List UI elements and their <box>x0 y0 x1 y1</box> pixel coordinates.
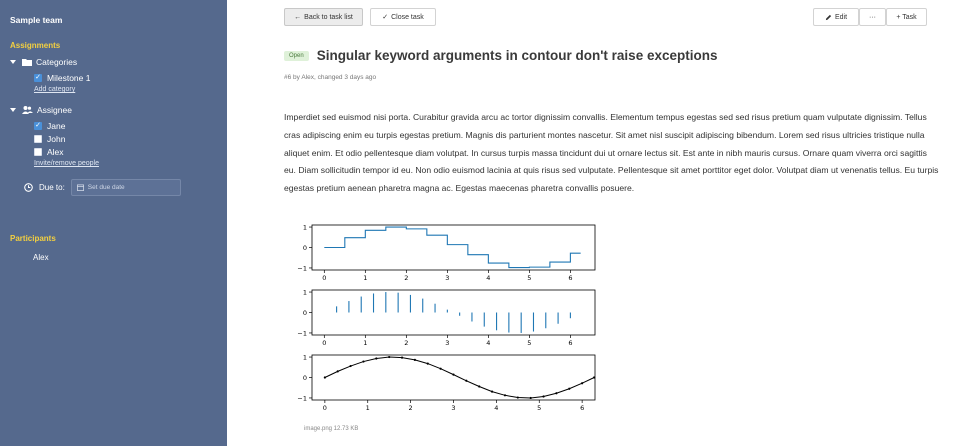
y-tick-label: 0 <box>302 243 307 252</box>
back-label: Back to task list <box>304 13 353 21</box>
task-description: Imperdiet sed euismod nisi porta. Curabitur gravida arcu ac tortor dignissim convallis. Elementum tempus egestas sed sed risus pretium quam vulputate dignissim. Tellus cras adipiscing enim eu turpis egestas pretium. Magnis dis parturient montes nascetur. Sit amet nisl suscipit adipiscing bibendum. Lorem sed risus ultricies tristique nulla aliquet enim. Et odio pellentesque diam volutpat. In cursus turpis massa tincidunt dui ut ornare lectus sit. Est ante in nibh mauris cursus. Ornare quam viverra orci sagittis eu. Diam sollicitudin tempor id eu. Non odio euismod lacinia at quis risus sed vulputate. Pellentesque sit amet porttitor eget dolor. Volutpat diam ut venenatis tellus. Eu turpis egestas pretium aenean pharetra magna ac. Egestas maecenas pharetra convallis posuere. <box>284 112 939 194</box>
x-tick-label: 2 <box>408 404 413 412</box>
x-tick-label: 4 <box>486 274 491 282</box>
attached-plot-image[interactable] <box>299 218 599 418</box>
assignee-toggle[interactable] <box>10 105 217 115</box>
caret-down-icon <box>10 108 16 112</box>
series-marker <box>452 374 454 376</box>
y-tick-label: 0 <box>302 308 307 317</box>
y-tick-label: −1 <box>297 264 307 273</box>
task-title-row <box>284 48 717 63</box>
x-tick-label: 6 <box>580 404 585 412</box>
series-marker <box>542 395 544 397</box>
y-tick-label: 1 <box>302 353 307 362</box>
category-label: Milestone 1 <box>47 72 91 83</box>
series-marker <box>491 391 493 393</box>
x-tick-label: 3 <box>445 339 450 347</box>
participants-section <box>10 234 217 262</box>
y-tick-label: 1 <box>302 288 307 297</box>
arrow-left-icon: ← <box>294 13 302 21</box>
series-marker <box>349 365 351 367</box>
series-marker <box>530 397 532 399</box>
x-tick-label: 5 <box>527 339 532 347</box>
assignee-item-jane[interactable] <box>10 119 217 132</box>
series-step-line <box>324 227 580 268</box>
close-task-button[interactable] <box>370 8 436 26</box>
more-button[interactable] <box>859 8 886 26</box>
participants-title: Participants <box>10 234 56 243</box>
category-item-milestone[interactable] <box>10 71 217 84</box>
sidebar <box>0 0 227 446</box>
due-placeholder: Set due date <box>87 184 125 191</box>
series-marker <box>504 394 506 396</box>
series-marker <box>593 376 595 378</box>
people-icon <box>22 106 33 114</box>
pencil-icon <box>825 14 832 21</box>
assignee-name: Alex <box>47 146 64 157</box>
x-tick-label: 4 <box>486 339 491 347</box>
due-date-row <box>10 179 217 196</box>
series-marker <box>465 380 467 382</box>
x-tick-label: 1 <box>363 339 368 347</box>
checkbox-checked[interactable]: ✓ <box>35 73 41 81</box>
x-tick-label: 6 <box>568 339 573 347</box>
edit-label: Edit <box>834 13 848 21</box>
x-tick-label: 5 <box>537 404 542 412</box>
x-tick-label: 6 <box>568 274 573 282</box>
assignee-item-john[interactable] <box>10 132 217 145</box>
new-task-label: + Task <box>896 13 917 21</box>
assignments-title: Assignments <box>10 41 61 50</box>
categories-label: Categories <box>36 57 78 67</box>
plot-frame <box>312 290 595 335</box>
series-marker <box>401 357 403 359</box>
series-marker <box>568 388 570 390</box>
task-meta: #6 by Alex, changed 3 days ago <box>284 74 377 81</box>
x-tick-label: 0 <box>322 274 327 282</box>
calendar-icon <box>77 184 84 191</box>
add-category-link[interactable]: Add category <box>34 86 76 93</box>
assignee-item-alex[interactable] <box>10 145 217 158</box>
team-name[interactable]: Sample team <box>10 15 63 25</box>
y-tick-label: 0 <box>302 373 307 382</box>
main-content <box>227 0 960 446</box>
due-label: Due to: <box>39 183 65 192</box>
x-tick-label: 0 <box>322 404 327 412</box>
more-icon: ··· <box>869 13 876 21</box>
series-marker <box>324 376 326 378</box>
series-marker <box>362 360 364 362</box>
check-icon: ✓ <box>382 14 389 21</box>
series-marker <box>375 357 377 359</box>
clock-icon <box>24 183 33 192</box>
series-marker <box>478 385 480 387</box>
status-badge: Open <box>284 51 309 61</box>
series-marker <box>555 392 557 394</box>
series-marker <box>517 396 519 398</box>
series-marker <box>427 362 429 364</box>
categories-toggle[interactable] <box>10 57 217 67</box>
folder-icon <box>22 58 32 66</box>
back-button[interactable] <box>284 8 363 26</box>
checkbox-unchecked[interactable] <box>34 148 42 156</box>
x-tick-label: 1 <box>365 404 370 412</box>
y-tick-label: −1 <box>297 329 307 338</box>
new-task-button[interactable] <box>886 8 927 26</box>
plot-frame <box>312 225 595 270</box>
series-marker <box>388 356 390 358</box>
due-date-input[interactable] <box>71 179 181 196</box>
series-line <box>325 357 594 398</box>
assignee-name: John <box>47 133 66 144</box>
edit-button[interactable] <box>813 8 859 26</box>
task-title: Singular keyword arguments in contour don't raise exceptions <box>316 48 718 63</box>
series-marker <box>440 368 442 370</box>
x-tick-label: 3 <box>451 404 456 412</box>
x-tick-label: 4 <box>494 404 499 412</box>
caret-down-icon <box>10 60 16 64</box>
x-tick-label: 1 <box>363 274 368 282</box>
x-tick-label: 2 <box>404 339 409 347</box>
close-task-label: Close task <box>391 13 424 21</box>
y-tick-label: −1 <box>297 394 307 403</box>
x-tick-label: 5 <box>527 274 532 282</box>
series-marker <box>414 359 416 361</box>
assignee-name: Jane <box>47 120 66 131</box>
checkbox-checked[interactable]: ✓ <box>35 121 41 129</box>
participant-name[interactable]: Alex <box>33 253 49 262</box>
invite-people-link[interactable]: Invite/remove people <box>34 160 99 167</box>
x-tick-label: 3 <box>445 274 450 282</box>
toolbar <box>284 8 927 26</box>
series-marker <box>337 370 339 372</box>
y-tick-label: 1 <box>302 223 307 232</box>
assignee-label: Assignee <box>37 105 72 115</box>
series-marker <box>581 382 583 384</box>
x-tick-label: 0 <box>322 339 327 347</box>
checkbox-unchecked[interactable] <box>34 135 42 143</box>
plot-frame <box>312 355 595 400</box>
attachment-caption: image.png 12.73 KB <box>304 426 359 432</box>
x-tick-label: 2 <box>404 274 409 282</box>
